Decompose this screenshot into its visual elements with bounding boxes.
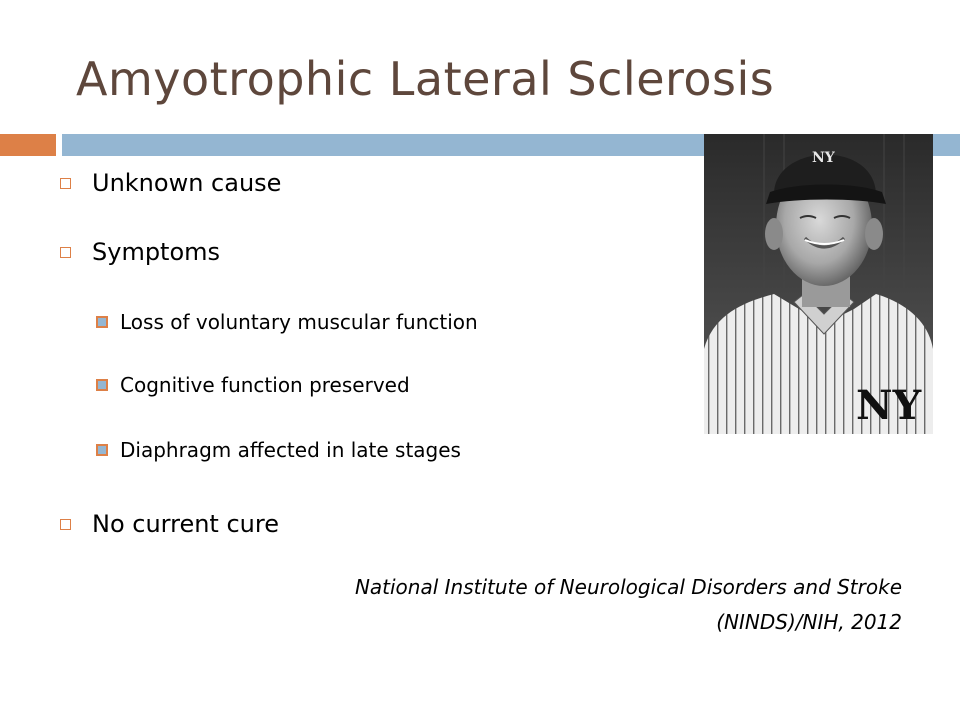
citation-line: National Institute of Neurological Disorders and Stroke	[354, 575, 902, 599]
sub-bullet-item	[96, 310, 478, 334]
cap-logo: NY	[812, 150, 835, 166]
bullet-item	[60, 238, 220, 266]
sub-bullet-text: Diaphragm affected in late stages	[120, 438, 461, 462]
slide-title: Amyotrophic Lateral Sclerosis	[76, 52, 775, 106]
bullet-text: No current cure	[92, 510, 279, 538]
sub-bullet-item	[96, 438, 461, 462]
bullet-text: Symptoms	[92, 238, 221, 266]
bullet-item	[60, 510, 279, 538]
baseball-player-photo	[704, 134, 933, 434]
sub-bullet-square-icon	[96, 379, 108, 391]
sub-bullet-text: Loss of voluntary muscular function	[120, 310, 478, 334]
citation-line: (NINDS)/NIH, 2012	[716, 610, 902, 634]
sub-bullet-item	[96, 373, 410, 397]
citation	[355, 570, 902, 640]
bullet-square-icon	[60, 178, 71, 189]
sub-bullet-text: Cognitive function preserved	[120, 373, 410, 397]
sub-bullet-square-icon	[96, 444, 108, 456]
jersey-logo: NY	[856, 382, 922, 429]
bullet-square-icon	[60, 247, 71, 258]
sub-bullet-square-icon	[96, 316, 108, 328]
bullet-item	[60, 169, 281, 197]
bullet-square-icon	[60, 519, 71, 530]
bullet-text: Unknown cause	[92, 169, 282, 197]
